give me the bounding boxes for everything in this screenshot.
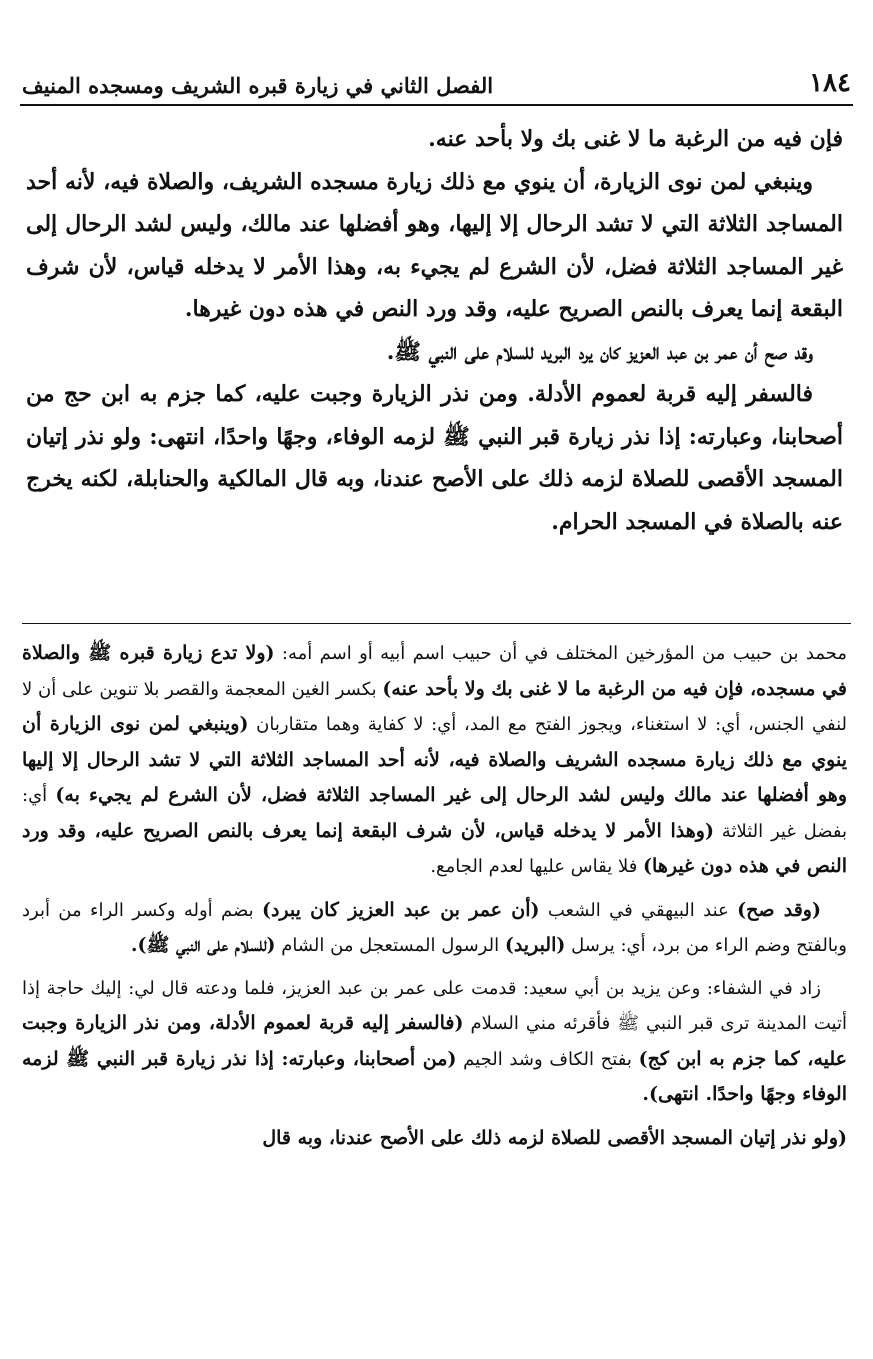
commentary-quote: (للسلام على النبي ﷺ). <box>130 934 276 956</box>
commentary-quote: (وينبغي لمن نوى الزيارة أن ينوي مع ذلك زيارة مسجده الشريف والصلاة فيه، لأنه أحد المساجد الثلاثة التي لا تشد الرحال إلا إليها وهو أفضلها عند مالك وليس لشد الرحال إلى غير المساجد الثلاثة فضل، لأن الشرع لم يجيء به) <box>22 713 847 806</box>
commentary-quote: (البريد) <box>504 934 566 956</box>
commentary-quote: (فالسفر إليه قربة لعموم الأدلة، ومن نذر الزيارة وجبت عليه، كما جزم به ابن كج) <box>22 1012 847 1070</box>
commentary-quote: (من أصحابنا، وعبارته: إذا نذر زيارة قبر النبي ﷺ لزمه الوفاء وجهًا واحدًا. انتهى). <box>22 1047 847 1105</box>
commentary-quote: (أن عمر بن عبد العزيز كان يبرد) <box>261 898 540 921</box>
main-paragraph: فالسفر إليه قربة لعموم الأدلة. ومن نذر الزيارة وجبت عليه، كما جزم به ابن حج من أصحابنا، وعبارته: إذا نذر زيارة قبر النبي ﷺ لزمه الوفاء، وجهًا واحدًا، انتهى: ولو نذر إتيان المسجد الأقصى للصلاة لزمه ذلك على الأصح عندنا، وبه قال المالكية والحنابلة، لكنه يخرج عنه بالصلاة في المسجد الحرام. <box>26 381 843 535</box>
commentary-plain: بفتح الكاف وشد الجيم <box>456 1048 639 1070</box>
main-text <box>26 118 843 543</box>
main-paragraph: وقد صح أن عمر بن عبد العزيز كان يرد البريد للسلام على النبي ﷺ. <box>386 338 813 365</box>
commentary-paragraph <box>22 972 847 1113</box>
commentary-text <box>22 636 847 1156</box>
commentary-plain: بكسر الغين المعجمة والقصر بلا تنوين على أن لا لنفي الجنس، أي: لا استغناء، ويجوز الفتح مع المد، أي: لا كفاية وهما متقاربان <box>22 678 847 735</box>
main-paragraph: فإن فيه من الرغبة ما لا غنى بك ولا بأحد عنه. <box>428 126 843 152</box>
commentary-quote: (ولو نذر إتيان المسجد الأقصى للصلاة لزمه ذلك على الأصح عندنا، وبه قال <box>262 1126 847 1149</box>
commentary-plain: زاد في الشفاء: وعن يزيد بن أبي سعيد: قدمت على عمر بن عبد العزيز، فلما ودعته قال لي: إليك حاجة إذا أتيت المدينة ترى قبر النبي ﷺ فأقرئه مني السلام <box>22 977 847 1034</box>
commentary-plain: بضم أوله وكسر الراء من أبرد وبالفتح وضم الراء من برد، أي: يرسل <box>22 899 847 956</box>
commentary-plain: فلا يقاس عليها لعدم الجامع. <box>430 856 644 877</box>
commentary-quote: (وهذا الأمر لا يدخله قياس، لأن شرف البقعة إنما يعرف بالنص الصريح عليه، وقد ورد النص في هذه دون غيرها) <box>22 819 847 877</box>
commentary-paragraph <box>22 893 847 964</box>
commentary-quote: (وقد صح) <box>737 898 821 921</box>
commentary-plain: محمد بن حبيب من المؤرخين المختلف في أن حبيب اسم أبيه أو اسم أمه: <box>274 643 847 664</box>
chapter-title: الفصل الثاني في زيارة قبره الشريف ومسجده المنيف <box>22 73 494 98</box>
commentary-plain: عند البيهقي في الشعب <box>539 899 738 921</box>
commentary-plain: الرسول المستعجل من الشام <box>275 935 505 956</box>
page-number: ١٨٤ <box>809 68 851 98</box>
main-paragraph: وينبغي لمن نوى الزيارة، أن ينوي مع ذلك زيارة مسجده الشريف، والصلاة فيه، لأنه أحد المساجد الثلاثة التي لا تشد الرحال إلا إليها، وهو أفضلها عند مالك، وليس لشد الرحال إلى غير المساجد الثلاثة فضل، لأن الشرع لم يجيء به، وهذا الأمر لا يدخله قياس، لأن شرف البقعة إنما يعرف بالنص الصريح عليه، وقد ورد النص في هذه دون غيرها. <box>26 168 843 322</box>
commentary-paragraph <box>22 1121 847 1157</box>
footnote-separator <box>22 623 851 624</box>
running-header <box>22 58 851 98</box>
header-rule <box>20 104 853 106</box>
commentary-quote: (ولا تدع زيارة قبره ﷺ والصلاة في مسجده، فإن فيه من الرغبة ما لا غنى بك ولا بأحد عنه) <box>22 642 847 700</box>
commentary-paragraph <box>22 636 847 885</box>
commentary-plain: أي: بفضل غير الثلاثة <box>22 785 847 842</box>
